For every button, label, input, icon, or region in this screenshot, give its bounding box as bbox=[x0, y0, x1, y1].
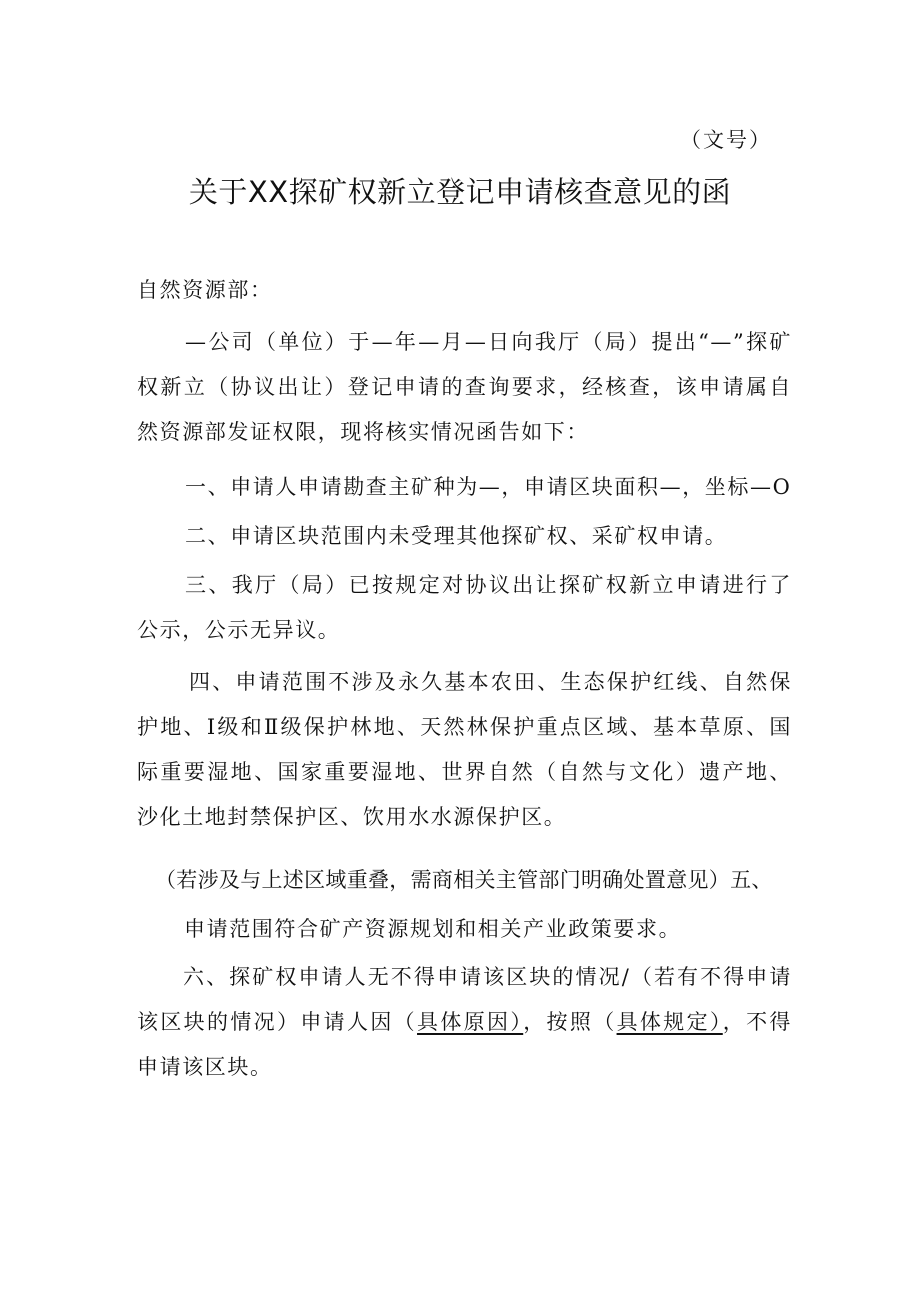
paragraph-item-5: 申请范围符合矿产资源规划和相关产业政策要求。 bbox=[184, 917, 682, 941]
paragraph-intro: —公司（单位）于—年—月—日向我厅（局）提出“—”探矿权新立（协议出让）登记申请的查询要求，经核查，该申请属自然资源部发证权限，现将核实情况函告如下： bbox=[137, 330, 792, 444]
paragraph-item-2: 二、申请区块范围内未受理其他探矿权、采矿权申请。 bbox=[185, 524, 728, 548]
document-number: （文号） bbox=[680, 128, 772, 152]
paragraph-item-4: 四、申请范围不涉及永久基本农田、生态保护红线、自然保护地、Ⅰ级和Ⅱ级保护林地、天然林保护重点区域、基本草原、国际重要湿地、国家重要湿地、世界自然（自然与文化）遗产地、沙化土地封禁保护区、饮用水水源保护区。 bbox=[137, 670, 792, 829]
paragraph-item-3: 三、我厅（局）已按规定对协议出让探矿权新立申请进行了公示，公示无异议。 bbox=[137, 573, 792, 642]
document-title: 关于XX探矿权新立登记申请核查意见的函 bbox=[188, 175, 732, 209]
paragraph-note: （若涉及与上述区域重叠，需商相关主管部门明确处置意见）五、 bbox=[155, 868, 773, 892]
paragraph-item-6-text-b: ，按照（ bbox=[523, 1010, 617, 1034]
paragraph-item-6-text-c: ，不得申请该区块。 bbox=[137, 1010, 793, 1079]
paragraph-item-6-text-a: 六、探矿权申请人无不得申请该区块的情况/（若有不得申请该区块的情况）申请人因（ bbox=[137, 965, 792, 1034]
salutation: 自然资源部： bbox=[137, 278, 273, 302]
paragraph-item-6 bbox=[137, 955, 792, 1090]
specific-reason-field: 具体原因） bbox=[417, 1010, 524, 1034]
specific-rule-field: 具体规定） bbox=[616, 1010, 723, 1034]
paragraph-item-1: 一、申请人申请勘查主矿种为—，申请区块面积—，坐标—O bbox=[185, 475, 792, 499]
